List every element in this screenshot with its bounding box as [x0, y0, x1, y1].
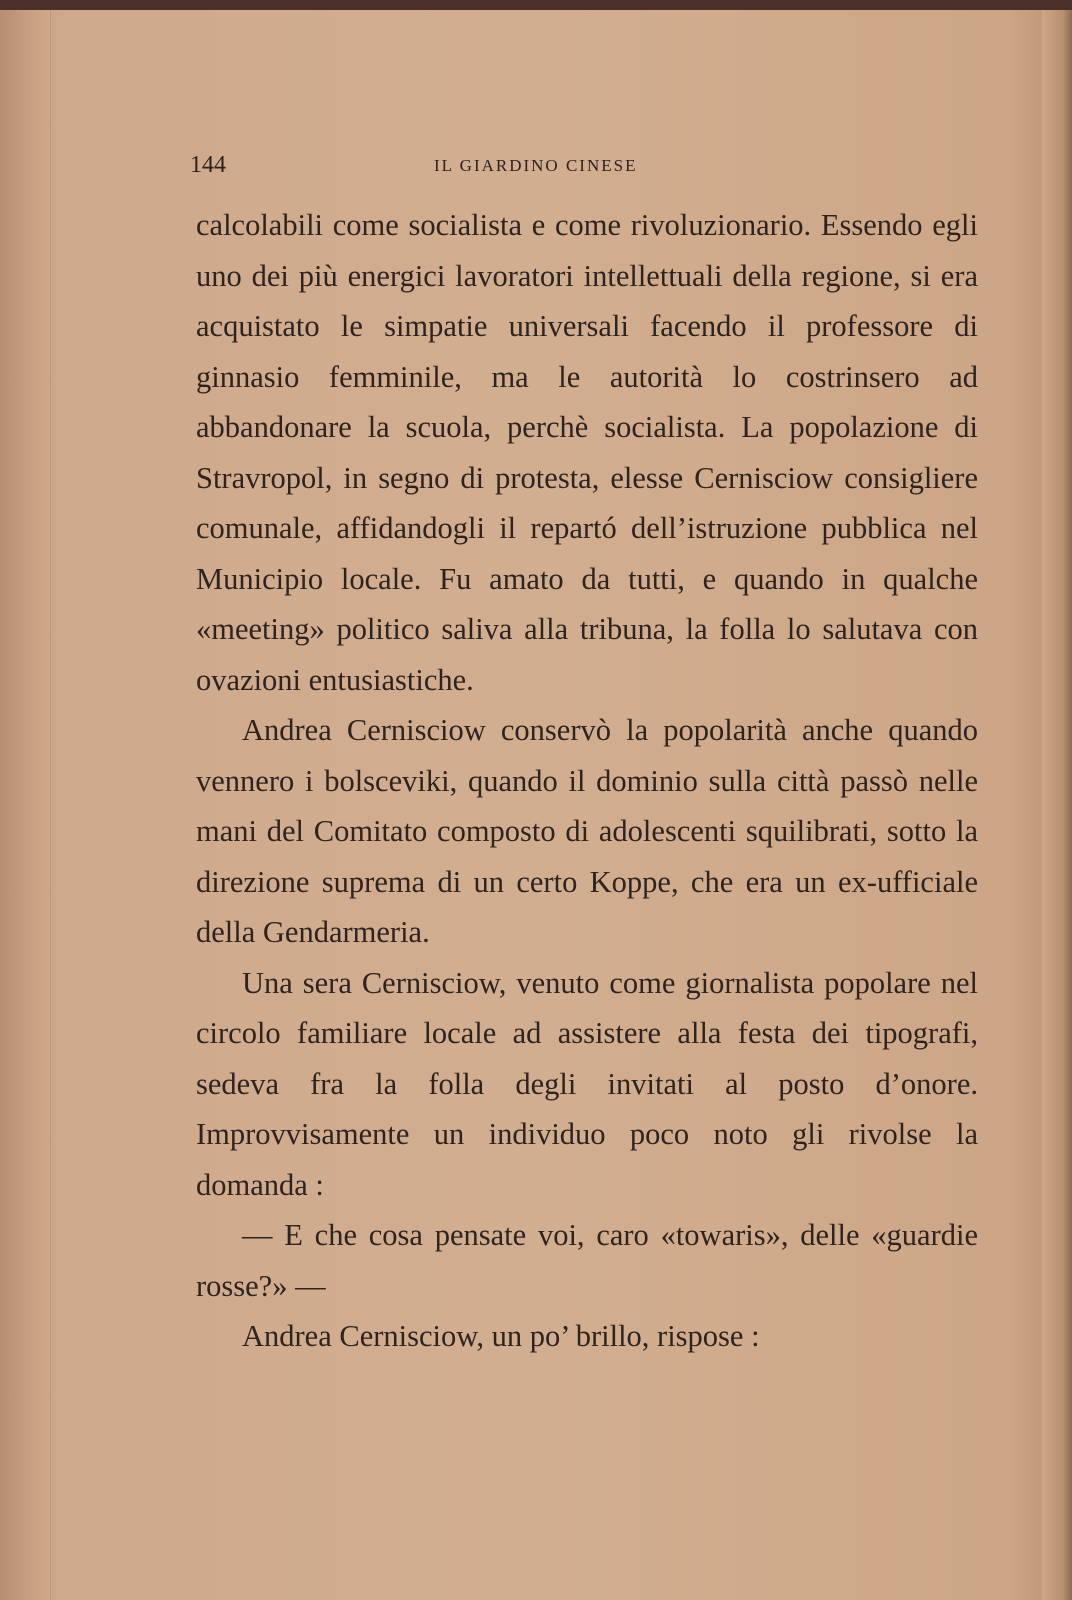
- page-right-edge: [1042, 10, 1072, 1600]
- page-left-margin: [0, 10, 51, 1600]
- paragraph: calcolabili come socialista e come rivoluzionario. Essendo egli uno dei più energici lavoratori intellettuali della regione, si era acquistato le simpatie universali facendo il professore di ginnasio femminile, ma le autorità lo costrinsero ad abbandonare la scuola, perchè socialista. La popolazione di Stravropol, in segno di protesta, elesse Cerniscio​w consigliere comunale, affidandogli il repartó dell’istruzione pubblica nel Municipio locale. Fu amato da tutti, e quando in qualche «meeting» politico saliva alla tribuna, la folla lo salutava con ovazioni entusiastiche.: [196, 208, 978, 697]
- book-cover-edge: [0, 0, 1072, 10]
- paragraph: Andrea Cerniscio​w, un po’ brillo, rispose :: [242, 1319, 760, 1353]
- body-text: [196, 200, 978, 1362]
- page-header: [190, 152, 980, 182]
- page-number: 144: [190, 152, 226, 178]
- running-title: IL GIARDINO CINESE: [434, 156, 638, 175]
- paragraph: — E che cosa pensate voi, caro «towaris», delle «guardie rosse?» —: [196, 1218, 978, 1303]
- paragraph: Andrea Cerniscio​w conservò la popolarità anche quando vennero i bolsceviki, quando il dominio sulla città passò nelle mani del Comitato composto di adolescenti squilibrati, sotto la direzione suprema di un certo Koppe, che era un ex-ufficiale della Gendarmeria.: [196, 713, 978, 949]
- paragraph: Una sera Cerniscio​w, venuto come giornalista popolare nel circolo familiare locale ad assistere alla festa dei tipografi, sedeva fra la folla degli invitati al posto d’onore. Improvvisamente un individuo poco noto gli rivolse la domanda :: [196, 965, 978, 1202]
